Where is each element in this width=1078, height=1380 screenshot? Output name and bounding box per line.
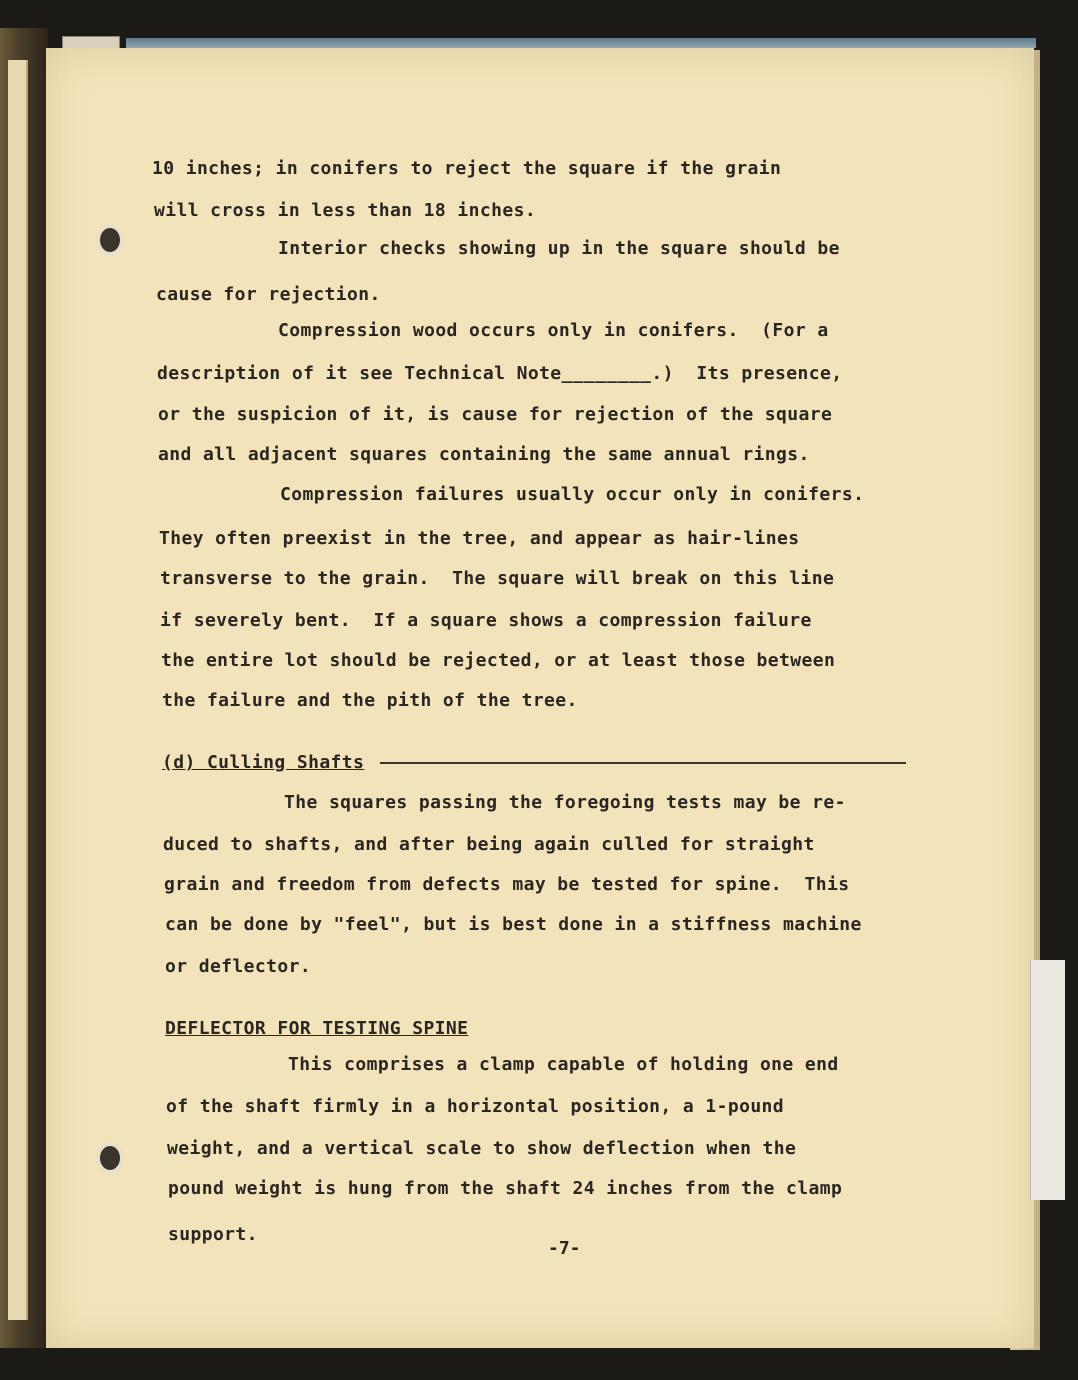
text-line-1: 10 inches; in conifers to reject the square if the grain [152,158,782,179]
page-number: -7- [548,1238,581,1259]
text-line-12: if severely bent. If a square shows a compression failure [160,610,812,631]
section-rule [380,762,906,764]
punch-hole-top [100,228,120,252]
punch-hole-bottom [100,1146,120,1170]
deflector-line-2: of the shaft firmly in a horizontal position, a 1-pound [166,1096,785,1117]
section-d-line-5: or deflector. [165,956,312,977]
deflector-line-5: support. [168,1224,258,1245]
section-heading-deflector: DEFLECTOR FOR TESTING SPINE [165,1018,469,1039]
text-line-3: Interior checks showing up in the square should be [278,238,840,259]
text-line-9: Compression failures usually occur only in conifers. [280,484,865,505]
section-heading-culling-shafts: (d) Culling Shafts [162,752,365,773]
text-line-11: transverse to the grain. The square will break on this line [160,568,835,589]
text-line-8: and all adjacent squares containing the same annual rings. [158,444,810,465]
text-line-13: the entire lot should be rejected, or at least those between [161,650,836,671]
section-d-line-2: duced to shafts, and after being again culled for straight [163,834,815,855]
deflector-line-4: pound weight is hung from the shaft 24 inches from the clamp [168,1178,843,1199]
text-line-2: will cross in less than 18 inches. [154,200,537,221]
side-paper-tab [1030,960,1065,1200]
text-line-4: cause for rejection. [156,284,381,305]
deflector-line-1: This comprises a clamp capable of holding one end [288,1054,839,1075]
text-line-5: Compression wood occurs only in conifers. (For a [278,320,829,341]
section-d-line-1: The squares passing the foregoing tests may be re- [284,792,846,813]
previous-page-edge [8,60,28,1320]
section-d-line-4: can be done by "feel", but is best done in a stiffness machine [165,914,862,935]
text-line-14: the failure and the pith of the tree. [162,690,578,711]
text-line-7: or the suspicion of it, is cause for rejection of the square [158,404,833,425]
deflector-line-3: weight, and a vertical scale to show deflection when the [167,1138,797,1159]
section-d-line-3: grain and freedom from defects may be tested for spine. This [164,874,850,895]
binder-cover-edge [126,38,1036,48]
text-line-6: description of it see Technical Note________.) Its presence, [157,363,843,384]
text-line-10: They often preexist in the tree, and appear as hair-lines [159,528,800,549]
